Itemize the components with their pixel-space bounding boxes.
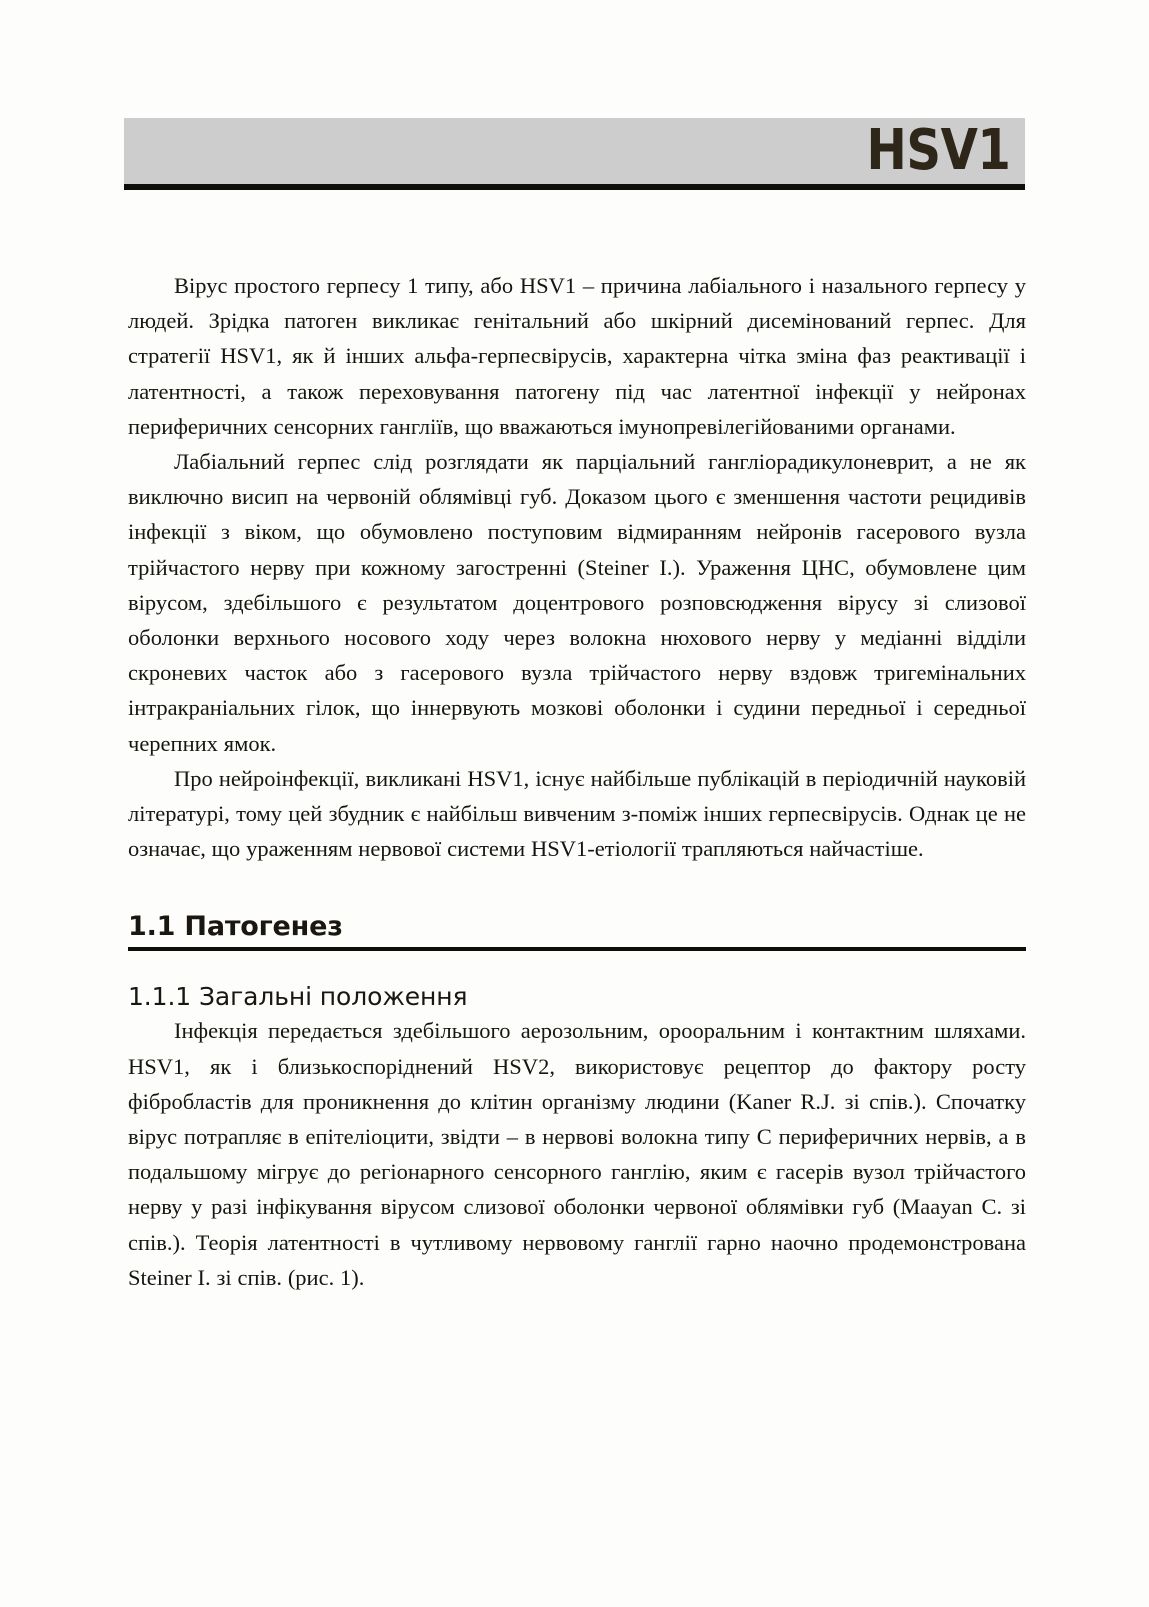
- header-bottom-rule: [124, 184, 1025, 190]
- body-paragraph: Про нейроінфекції, викликані HSV1, існує найбільше публікацій в періодичній науковій літературі, тому цей збудник є найбільш вивченим з-поміж інших герпесвірусів. Однак це не означає, що ураженням нервової системи HSV1-етіології трапляються найчастіше.: [128, 765, 1026, 862]
- page-title: HSV1: [866, 118, 1011, 183]
- section-heading-level3: 1.1.1 Загальні положення: [128, 982, 468, 1012]
- body-paragraph: Лабіальний герпес слід розглядати як парціальний гангліорадикулоневрит, а не як виключно висип на червоній облямівці губ. Доказом цього є зменшення частоти рецидивів інфекції з віком, що обумовлено поступовим відмиранням нейронів гасерового вузла трійчастого нерву при кожному загостренні (Steiner I.). Ураження ЦНС, обумовлене цим вірусом, здебільшого є результатом доцентрового розповсюдження вірусу зі слизової оболонки верхнього носового ходу через волокна нюхового нерву у медіанні відділи скроневих часток або з гасерового вузла трійчастого нерву вздовж тригемінальних інтракраніальних гілок, що іннервують мозкові оболонки і судини передньої і середньої черепних ямок.: [128, 449, 1026, 756]
- document-body: [128, 268, 1026, 1295]
- body-paragraph: Вірус простого герпесу 1 типу, або HSV1 – причина лабіального і назального герпесу у людей. Зрідка патоген викликає генітальний або шкірний дисемінований герпес. Для стратегії HSV1, як й інших альфа-герпесвірусів, характерна чітка зміна фаз реактивації і латентності, а також переховування патогену під час латентної інфекції у нейронах периферичних сенсорних гангліїв, що вважаються імунопревілегійованими органами.: [128, 273, 1026, 439]
- chapter-header-banner: [124, 118, 1025, 184]
- body-paragraph: Інфекція передається здебільшого аерозольним, орооральним і контактним шляхами. HSV1, як і близькоспоріднений HSV2, використовує рецептор до фактору росту фібробластів для проникнення до клітин організму людини (Kaner R.J. зі спів.). Спочатку вірус потрапляє в епітеліоцити, звідти – в нервові волокна типу C периферичних нервів, а в подальшому мігрує до регіонарного сенсорного ганглію, яким є гасерів вузол трійчастого нерву у разі інфікування вірусом слизової оболонки червоної облямівки губ (Maayan C. зі спів.). Теорія латентності в чутливому нервовому ганглії гарно наочно продемонстрована Steiner I. зі спів. (рис. 1).: [128, 1018, 1026, 1290]
- section-heading-level2: 1.1 Патогенез: [128, 911, 343, 943]
- section-heading-rule: [128, 947, 1026, 951]
- section-heading-block: [128, 910, 1026, 951]
